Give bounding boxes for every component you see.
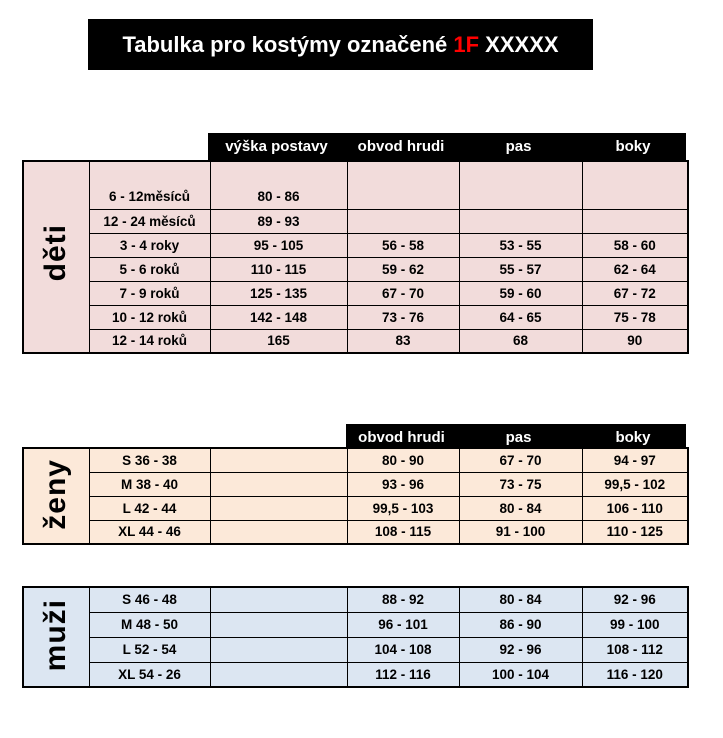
table-cell: 94 - 97 bbox=[582, 448, 688, 472]
table-cell: 59 - 60 bbox=[459, 281, 582, 305]
table-cell: M 38 - 40 bbox=[89, 472, 210, 496]
table-cell bbox=[210, 448, 347, 472]
table-row bbox=[23, 520, 688, 544]
table-cell bbox=[210, 587, 347, 612]
table-cell: 92 - 96 bbox=[459, 637, 582, 662]
table-cell: 83 bbox=[347, 329, 459, 353]
table-row bbox=[23, 472, 688, 496]
table-cell: 99 - 100 bbox=[582, 612, 688, 637]
children-group-label bbox=[23, 161, 89, 353]
table-cell: 10 - 12 roků bbox=[89, 305, 210, 329]
table-cell: 93 - 96 bbox=[347, 472, 459, 496]
table-row bbox=[23, 233, 688, 257]
table-cell: 55 - 57 bbox=[459, 257, 582, 281]
table-cell bbox=[347, 209, 459, 233]
table-cell: 56 - 58 bbox=[347, 233, 459, 257]
table-cell: 80 - 84 bbox=[459, 496, 582, 520]
table-cell: 92 - 96 bbox=[582, 587, 688, 612]
table-row bbox=[23, 329, 688, 353]
table-cell: 73 - 76 bbox=[347, 305, 459, 329]
column-header-obvod-hrudi: obvod hrudi bbox=[357, 138, 445, 155]
table-cell: 110 - 125 bbox=[582, 520, 688, 544]
table-cell: 73 - 75 bbox=[459, 472, 582, 496]
table-cell: 7 - 9 roků bbox=[89, 281, 210, 305]
table-cell: 96 - 101 bbox=[347, 612, 459, 637]
table-cell: 108 - 115 bbox=[347, 520, 459, 544]
table-cell: 67 - 70 bbox=[459, 448, 582, 472]
table-cell: 67 - 72 bbox=[582, 281, 688, 305]
table-cell: 3 - 4 roky bbox=[89, 233, 210, 257]
table-cell: 104 - 108 bbox=[347, 637, 459, 662]
table-cell: 53 - 55 bbox=[459, 233, 582, 257]
table-cell: 112 - 116 bbox=[347, 662, 459, 687]
page-title-text: Tabulka pro kostýmy označené bbox=[122, 31, 454, 57]
table-cell: 68 bbox=[459, 329, 582, 353]
children-column-headers bbox=[208, 133, 686, 160]
table-cell: 116 - 120 bbox=[582, 662, 688, 687]
table-cell bbox=[210, 472, 347, 496]
women-size-table bbox=[22, 447, 689, 545]
table-cell: 58 - 60 bbox=[582, 233, 688, 257]
table-cell: 91 - 100 bbox=[459, 520, 582, 544]
table-cell: 59 - 62 bbox=[347, 257, 459, 281]
table-cell: 99,5 - 102 bbox=[582, 472, 688, 496]
table-cell: 89 - 93 bbox=[210, 209, 347, 233]
table-row bbox=[23, 209, 688, 233]
table-cell bbox=[210, 637, 347, 662]
table-cell: S 36 - 38 bbox=[89, 448, 210, 472]
table-cell: 142 - 148 bbox=[210, 305, 347, 329]
table-row bbox=[23, 612, 688, 637]
page-title-highlight: 1F bbox=[453, 31, 480, 57]
table-cell: 165 bbox=[210, 329, 347, 353]
table-cell: 125 - 135 bbox=[210, 281, 347, 305]
table-cell: M 48 - 50 bbox=[89, 612, 210, 637]
table-row bbox=[23, 637, 688, 662]
table-cell: 100 - 104 bbox=[459, 662, 582, 687]
column-header-pas: pas bbox=[505, 138, 532, 155]
men-group-label bbox=[23, 587, 89, 687]
men-size-table bbox=[22, 586, 689, 688]
table-row bbox=[23, 161, 688, 209]
table-cell: 80 - 90 bbox=[347, 448, 459, 472]
table-cell: L 42 - 44 bbox=[89, 496, 210, 520]
table-row bbox=[23, 587, 688, 612]
table-row bbox=[23, 305, 688, 329]
table-cell: 6 - 12měsíců bbox=[89, 161, 210, 209]
table-cell: 12 - 24 měsíců bbox=[89, 209, 210, 233]
table-cell: 108 - 112 bbox=[582, 637, 688, 662]
table-cell bbox=[459, 209, 582, 233]
table-cell bbox=[582, 161, 688, 209]
table-cell: 110 - 115 bbox=[210, 257, 347, 281]
page-title bbox=[88, 19, 593, 70]
table-cell: 95 - 105 bbox=[210, 233, 347, 257]
table-cell: XL 44 - 46 bbox=[89, 520, 210, 544]
table-cell: 90 bbox=[582, 329, 688, 353]
table-cell: 67 - 70 bbox=[347, 281, 459, 305]
table-cell bbox=[210, 612, 347, 637]
table-cell: 88 - 92 bbox=[347, 587, 459, 612]
column-header-boky: boky bbox=[615, 138, 651, 155]
table-cell: 62 - 64 bbox=[582, 257, 688, 281]
table-cell: S 46 - 48 bbox=[89, 587, 210, 612]
women-group-label bbox=[23, 448, 89, 544]
table-row bbox=[23, 662, 688, 687]
table-cell: 106 - 110 bbox=[582, 496, 688, 520]
table-cell: 99,5 - 103 bbox=[347, 496, 459, 520]
column-header-obvod-hrudi: obvod hrudi bbox=[358, 428, 445, 446]
table-cell: 5 - 6 roků bbox=[89, 257, 210, 281]
table-cell: 12 - 14 roků bbox=[89, 329, 210, 353]
page-title-suffix: XXXXX bbox=[479, 31, 559, 57]
column-header-boky: boky bbox=[615, 428, 651, 446]
table-cell: L 52 - 54 bbox=[89, 637, 210, 662]
table-cell: 80 - 84 bbox=[459, 587, 582, 612]
women-group-label-text: ženy bbox=[39, 459, 73, 530]
table-cell bbox=[459, 161, 582, 209]
table-cell bbox=[347, 161, 459, 209]
table-cell bbox=[210, 662, 347, 687]
table-row bbox=[23, 448, 688, 472]
table-cell: 64 - 65 bbox=[459, 305, 582, 329]
table-row bbox=[23, 496, 688, 520]
table-row bbox=[23, 281, 688, 305]
table-row bbox=[23, 257, 688, 281]
children-group-label-text: děti bbox=[39, 224, 73, 282]
table-cell bbox=[210, 520, 347, 544]
table-cell: 75 - 78 bbox=[582, 305, 688, 329]
column-header-vyska-postavy: výška postavy bbox=[225, 138, 328, 155]
column-header-pas: pas bbox=[505, 428, 532, 446]
table-cell bbox=[210, 496, 347, 520]
children-size-table bbox=[22, 160, 689, 354]
table-cell bbox=[582, 209, 688, 233]
table-cell: 86 - 90 bbox=[459, 612, 582, 637]
table-cell: XL 54 - 26 bbox=[89, 662, 210, 687]
men-group-label-text: muži bbox=[39, 599, 73, 672]
table-cell: 80 - 86 bbox=[210, 161, 347, 209]
